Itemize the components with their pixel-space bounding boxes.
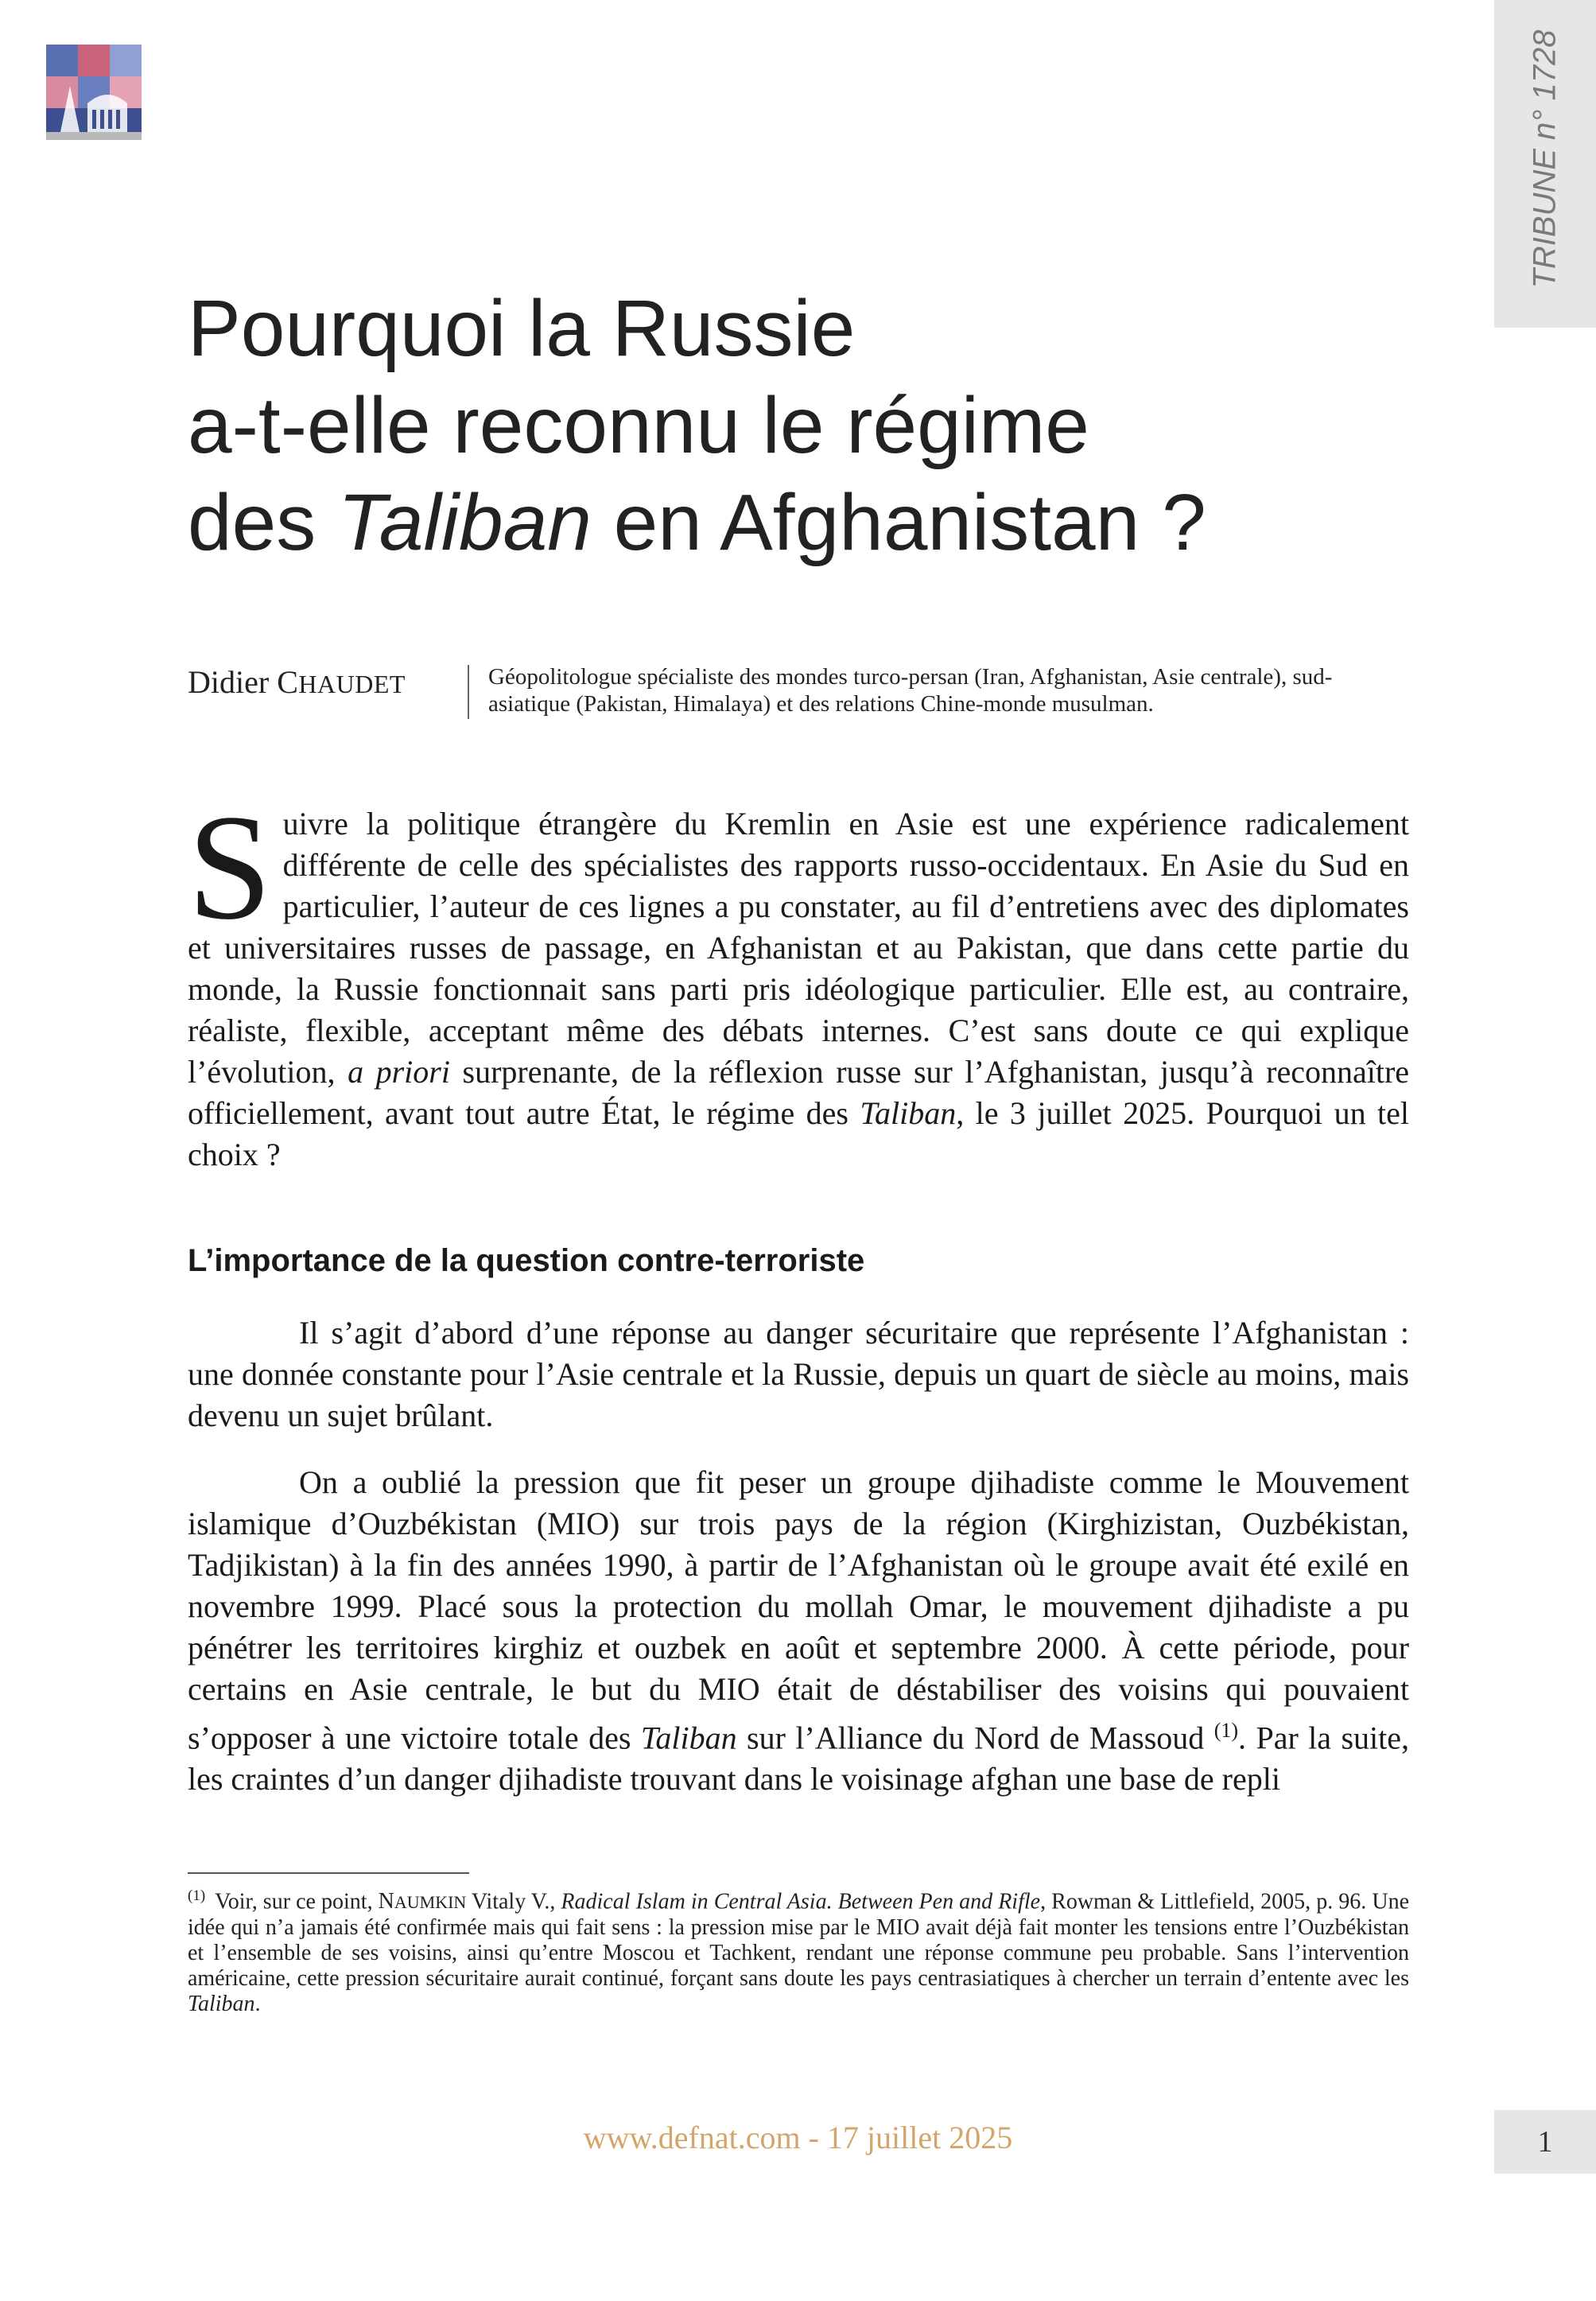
title-line-3-c: en Afghanistan ? — [591, 478, 1206, 567]
footnote-author-rest: AUMKIN — [394, 1892, 467, 1913]
footnote-text-2: Vitaly V., — [466, 1889, 561, 1914]
para2-text-1: On a oublié la pression que fit peser un groupe djihadiste comme le Mouvement islamique d’Ouzbékistan (MIO) sur trois pays de la région (Kirghizistan, Ouzbékistan, Tadjikistan) à la fin des années 1990, à partir de l’Afghanistan où le groupe avait été exilé en novembre 1999. Placé sous la protection du mollah Omar, le mouvement djihadiste a pu pénétrer les territoires kirghiz et ouzbek en août et septembre 2000. À cette période, pour certains en Asie centrale, le but du MIO était de déstabiliser des voisins qui pouvaient s’opposer à une victoire totale des — [188, 1464, 1409, 1756]
para2-text-2: sur l’Alliance du Nord de Massoud — [736, 1720, 1214, 1756]
page-number: 1 — [1494, 2110, 1596, 2174]
title-line-3 — [188, 474, 1380, 571]
footnote-divider — [188, 1872, 469, 1874]
author-last-name — [277, 664, 406, 700]
footnote-author-initial: N — [378, 1889, 394, 1914]
intro-text-2: surprenante, de la réflexion russe sur l’Afghanistan, jusqu’à reconnaître officiellement, avant tout autre État, le régime des — [188, 1054, 1410, 1131]
intro-paragraph — [188, 784, 1410, 1176]
footnote-em: Taliban — [188, 1992, 255, 2017]
title-line-3-em: Taliban — [338, 478, 592, 567]
footnote-text-3: , Rowman & Littlefield, 2005, p. 96. Une idée qui n’a jamais été confirmée mais qui fait sens : la pression mise par le MIO avait déjà fait monter les tensions entre l’Ouzbékistan et l’ensemble de ses voisins, ainsi qu’entre Moscou et Tachkent, rendant une réponse commune peu probable. Sans l’intervention américaine, cette pression sécuritaire aurait continué, forçant sans doute les pays centrasiatiques à chercher un terrain d’entente avec les — [188, 1889, 1409, 1992]
footnote-text-4: . — [254, 1992, 261, 2017]
title-line-1: Pourquoi la Russie — [188, 284, 856, 373]
tribune-label: TRIBUNE n° 1728 — [1527, 29, 1563, 289]
intro-em-2: Taliban — [860, 1095, 957, 1131]
intro-text-1: uivre la politique étrangère du Kremlin en Asie est une expérience radicalement différente de celle des spécialistes des rapports russo-occidentaux. En Asie du Sud en particulier, l’auteur de ces lignes a pu constater, au fil d’entretiens avec des diplomates et universitaires russes de passage, en Afghanistan et au Pakistan, que dans cette partie du monde, la Russie fonctionnait sans parti pris idéologique particulier. Elle est, au contraire, réaliste, flexible, acceptant même des débats internes. C’est sans doute ce qui explique l’évolution, — [188, 806, 1409, 1090]
footer-url[interactable]: www.defnat.com - 17 juillet 2025 — [583, 2120, 1013, 2155]
tribune-side-tab — [1494, 0, 1596, 328]
author-last-initial: C — [277, 664, 299, 700]
footnote — [188, 1883, 1409, 2017]
author-bio: Géopolitologue spécialiste des mondes turco-persan (Iran, Afghanistan, Asie centrale), sud-asiatique (Pakistan, Himalaya) et des relations Chine-monde musulman. — [488, 664, 1333, 717]
section-paragraph-1: Il s’agit d’abord d’une réponse au danger sécuritaire que représente l’Afghanistan : une donnée constante pour l’Asie centrale et la Russie, depuis un quart de siècle au moins, mais devenu un sujet brûlant. — [188, 1315, 1409, 1433]
drop-cap: S — [188, 784, 272, 951]
section-heading: L’importance de la question contre-terroriste — [188, 1243, 865, 1278]
author-first-name: Didier — [188, 664, 270, 700]
title-line-2: a-t-elle reconnu le régime — [188, 381, 1089, 470]
footnote-number: (1) — [188, 1887, 206, 1904]
page-title — [188, 280, 1380, 571]
intro-text-3: , le 3 juillet 2025. Pourquoi un tel choix ? — [188, 1095, 1409, 1172]
author-name — [188, 663, 406, 701]
para2-em: Taliban — [640, 1720, 737, 1756]
author-last-rest: HAUDET — [298, 670, 406, 698]
intro-em-1: a priori — [348, 1054, 450, 1090]
author-divider — [468, 665, 469, 719]
footnote-author — [379, 1889, 467, 1914]
section-paragraph-2 — [188, 1462, 1409, 1800]
defnat-logo-icon — [46, 45, 142, 140]
footnote-reference[interactable]: (1) — [1214, 1719, 1239, 1742]
title-line-3-a: des — [188, 478, 339, 567]
footnote-book-title: Radical Islam in Central Asia. Between Pen and Rifle — [561, 1889, 1041, 1914]
para2-text-3: . Par la suite, les craintes d’un danger djihadiste trouvant dans le voisinage afghan une base de repli — [188, 1720, 1410, 1798]
footnote-text-1: Voir, sur ce point, — [215, 1889, 379, 1914]
